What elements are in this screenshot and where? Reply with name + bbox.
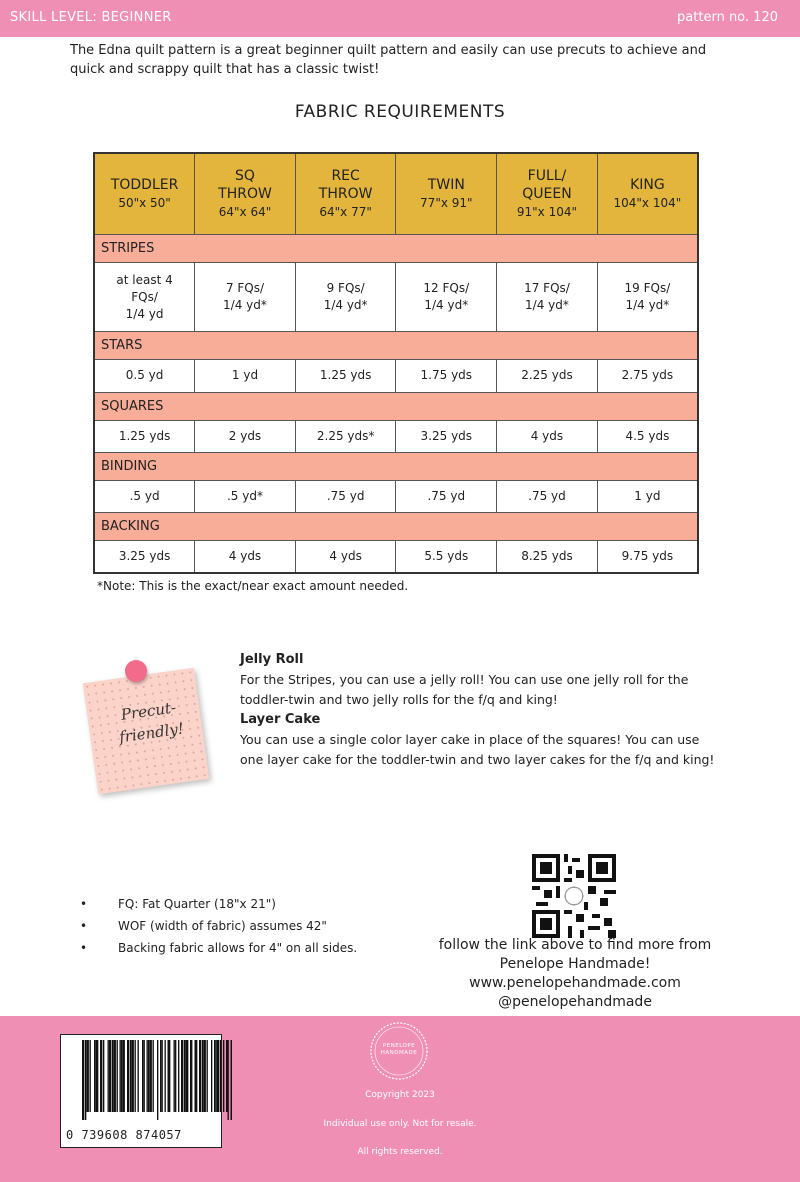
barcode-bar xyxy=(207,1040,208,1112)
cell-line: .75 yd xyxy=(427,488,466,503)
section-row xyxy=(94,512,698,540)
precut-info xyxy=(240,650,720,770)
barcode-bar xyxy=(184,1040,185,1112)
barcode-bar xyxy=(157,1040,158,1120)
cell-line: 1 yd xyxy=(231,368,259,383)
table-cell xyxy=(94,480,195,512)
barcode-icon xyxy=(82,1040,232,1120)
table-cell xyxy=(497,262,598,331)
barcode-bar xyxy=(148,1040,149,1112)
cell-line: .75 yd xyxy=(528,488,566,503)
column-header xyxy=(94,153,195,235)
table-cell xyxy=(295,480,396,512)
cell-line: 19 FQs/ xyxy=(624,281,671,296)
barcode-bar xyxy=(216,1040,217,1112)
barcode-bar xyxy=(181,1040,183,1112)
cell-line: 2.25 yds xyxy=(521,368,573,383)
cell-line: 1.25 yds xyxy=(118,428,171,443)
barcode-bar xyxy=(109,1040,111,1112)
column-name: REC xyxy=(331,168,360,184)
cell-line: 4 yds xyxy=(329,548,362,563)
cell-line: 9.75 yds xyxy=(621,548,674,563)
barcode-bar xyxy=(130,1040,131,1112)
barcode-bar xyxy=(160,1040,161,1112)
table-cell xyxy=(195,420,296,452)
cell-line: 4.5 yds xyxy=(625,428,670,443)
section-label: BINDING xyxy=(94,452,698,480)
section-label: STARS xyxy=(94,332,698,360)
table-cell xyxy=(396,540,497,573)
table-cell xyxy=(597,262,698,331)
rights-note: All rights reserved. xyxy=(357,1147,443,1157)
precut-title-layer-cake: Layer Cake xyxy=(240,712,321,727)
barcode-bar xyxy=(204,1040,206,1112)
website-link[interactable]: www.penelopehandmade.com xyxy=(469,975,681,991)
column-name: QUEEN xyxy=(522,186,572,202)
barcode-bar xyxy=(82,1040,84,1120)
section-row xyxy=(94,392,698,420)
barcode-bar xyxy=(220,1040,221,1112)
barcode-bar xyxy=(127,1040,129,1112)
table-cell xyxy=(94,360,195,392)
barcode-bar xyxy=(87,1040,89,1112)
barcode-bar xyxy=(112,1040,113,1112)
seal-line-2: HANDMADE xyxy=(380,1050,418,1056)
precut-text-layer-cake: You can use a single color layer cake in place of the squares! You can use one layer cake for the toddler-twin and two layer cakes for the f/q and king! xyxy=(240,732,715,767)
cell-line: 3.25 yds xyxy=(118,548,171,563)
section-label: STRIPES xyxy=(94,235,698,263)
table-cell xyxy=(497,540,598,573)
column-dimensions: 91"x 104" xyxy=(516,205,578,219)
barcode-bar xyxy=(162,1040,163,1112)
sticky-line-2: friendly! xyxy=(118,719,185,747)
barcode-bar xyxy=(132,1040,134,1112)
cell-line: FQs/ xyxy=(131,289,158,304)
table-cell xyxy=(597,480,698,512)
list-item: • WOF (width of fabric) assumes 42" xyxy=(80,915,357,937)
table-cell xyxy=(94,420,195,452)
barcode-bar xyxy=(202,1040,203,1112)
cell-line: 7 FQs/ xyxy=(225,281,265,296)
table-header-row xyxy=(94,153,698,235)
table-row xyxy=(94,420,698,452)
barcode-bar xyxy=(120,1040,121,1112)
barcode-bar xyxy=(121,1040,122,1112)
precut-text-jelly-roll: For the Stripes, you can use a jelly roll! You can use one jelly roll for the toddler-twin and two jelly rolls for the f/q and king! xyxy=(240,672,689,707)
column-dimensions: 104"x 104" xyxy=(613,196,682,210)
barcode-bar xyxy=(100,1040,102,1112)
barcode-bar xyxy=(196,1040,197,1112)
column-name: KING xyxy=(630,177,665,193)
barcode-bar xyxy=(144,1040,145,1112)
precut-title-jelly-roll: Jelly Roll xyxy=(240,652,304,667)
barcode-bar xyxy=(228,1040,229,1120)
cell-line: .75 yd xyxy=(326,488,365,503)
table-cell xyxy=(295,540,396,573)
table-cell xyxy=(497,480,598,512)
follow-info xyxy=(420,936,730,1012)
table-cell xyxy=(195,262,296,331)
table-cell xyxy=(295,360,396,392)
social-handle[interactable]: @penelopehandmade xyxy=(498,994,652,1010)
skill-level: SKILL LEVEL: BEGINNER xyxy=(10,10,172,25)
cell-line: 5.5 yds xyxy=(424,548,469,563)
barcode-bar xyxy=(190,1040,192,1112)
barcode-bar xyxy=(211,1040,212,1112)
column-header xyxy=(597,153,698,235)
section-row xyxy=(94,235,698,263)
barcode-bar xyxy=(94,1040,95,1112)
barcode-bar xyxy=(135,1040,136,1112)
qr-code-icon xyxy=(532,854,616,938)
sticky-line-1: Precut- xyxy=(119,698,178,724)
barcode-bar xyxy=(214,1040,215,1112)
section-row xyxy=(94,332,698,360)
cell-line: 1 yd xyxy=(634,488,661,503)
barcode-bar xyxy=(165,1040,166,1112)
barcode-bar xyxy=(175,1040,176,1112)
note: *Note: This is the exact/near exact amount needed. xyxy=(97,579,409,593)
column-name: THROW xyxy=(218,186,272,202)
table-cell xyxy=(195,540,296,573)
barcode-bar xyxy=(138,1040,139,1112)
barcode-bar xyxy=(153,1040,154,1112)
cell-line: 4 yds xyxy=(530,428,564,443)
cell-line: 1/4 yd* xyxy=(625,298,670,313)
column-dimensions: 64"x 77" xyxy=(319,205,372,219)
column-dimensions: 50"x 50" xyxy=(118,196,171,210)
cell-line: 1/4 yd xyxy=(125,306,164,321)
table-cell xyxy=(497,360,598,392)
barcode-bar xyxy=(169,1040,170,1112)
barcode-bar xyxy=(97,1040,98,1112)
column-name: TODDLER xyxy=(110,177,179,193)
barcode-bar xyxy=(223,1040,224,1112)
column-header xyxy=(497,153,598,235)
section-row xyxy=(94,452,698,480)
barcode-bar xyxy=(90,1040,91,1112)
cell-line: 1/4 yd* xyxy=(223,298,267,313)
seal-line-1: PENELOPE xyxy=(382,1043,416,1049)
table-cell xyxy=(94,540,195,573)
table-cell xyxy=(396,360,497,392)
notes-list xyxy=(80,893,357,959)
table-cell xyxy=(195,480,296,512)
cell-line: 4 yds xyxy=(228,548,262,563)
cell-line: 17 FQs/ xyxy=(524,281,570,296)
barcode-bar xyxy=(123,1040,125,1112)
barcode-bar xyxy=(147,1040,148,1112)
cell-line: at least 4 xyxy=(116,272,173,287)
section-title: FABRIC REQUIREMENTS xyxy=(294,102,506,122)
table-cell xyxy=(94,262,195,331)
table-cell xyxy=(597,420,698,452)
column-dimensions: 77"x 91" xyxy=(420,196,473,210)
list-item: • Backing fabric allows for 4" on all sides. xyxy=(80,937,357,959)
barcode-bar xyxy=(231,1040,233,1120)
cell-line: .5 yd xyxy=(129,488,160,503)
cell-line: 2.25 yds* xyxy=(316,428,375,443)
barcode-bar xyxy=(178,1040,179,1112)
table-row xyxy=(94,262,698,331)
barcode-bar xyxy=(187,1040,188,1112)
table-row xyxy=(94,540,698,573)
barcode-bar xyxy=(117,1040,118,1112)
cell-line: 1/4 yd* xyxy=(424,298,469,313)
column-name: TWIN xyxy=(427,177,465,193)
column-name: THROW xyxy=(318,186,373,202)
cell-line: 2.75 yds xyxy=(621,368,674,383)
seal-text xyxy=(368,1043,430,1057)
column-header xyxy=(195,153,296,235)
column-header xyxy=(295,153,396,235)
column-header xyxy=(396,153,497,235)
follow-line-2: Penelope Handmade! xyxy=(499,956,651,972)
cell-line: 3.25 yds xyxy=(420,428,473,443)
column-dimensions: 64"x 64" xyxy=(218,205,272,219)
cell-line: 9 FQs/ xyxy=(326,281,365,296)
section-label: BACKING xyxy=(94,512,698,540)
table-row xyxy=(94,480,698,512)
barcode-bar xyxy=(217,1040,219,1112)
list-item: • FQ: Fat Quarter (18"x 21") xyxy=(80,893,357,915)
table-cell xyxy=(195,360,296,392)
follow-line-1: follow the link above to find more from xyxy=(438,937,712,953)
table-cell xyxy=(497,420,598,452)
column-name: FULL/ xyxy=(527,168,567,184)
column-name: SQ xyxy=(235,168,255,184)
cell-line: .5 yd* xyxy=(226,488,263,503)
fabric-requirements-table xyxy=(93,152,699,574)
cell-line: 12 FQs/ xyxy=(423,281,470,296)
barcode-bar xyxy=(150,1040,152,1112)
usage-note: Individual use only. Not for resale. xyxy=(323,1119,477,1129)
table-cell xyxy=(295,420,396,452)
barcode-bar xyxy=(174,1040,175,1112)
pushpin-icon xyxy=(125,660,147,682)
barcode-bar xyxy=(103,1040,104,1112)
table-cell xyxy=(396,262,497,331)
barcode-bar xyxy=(142,1040,143,1112)
intro-paragraph: The Edna quilt pattern is a great beginner quilt pattern and easily can use precuts to achieve and quick and scrappy quilt that has a classic twist! xyxy=(70,43,707,77)
cell-line: 1/4 yd* xyxy=(323,298,368,313)
cell-line: 0.5 yd xyxy=(125,368,164,383)
table-cell xyxy=(597,540,698,573)
barcode-bar xyxy=(85,1040,86,1120)
pattern-number: pattern no. 120 xyxy=(677,10,778,25)
barcode-bar xyxy=(114,1040,116,1112)
table-cell xyxy=(295,262,396,331)
table-cell xyxy=(597,360,698,392)
barcode-number: 0 739608 874057 xyxy=(66,1128,182,1142)
cell-line: 1.25 yds xyxy=(319,368,372,383)
cell-line: 1.75 yds xyxy=(420,368,473,383)
table-row xyxy=(94,360,698,392)
barcode-bar xyxy=(108,1040,109,1112)
cell-line: 1/4 yd* xyxy=(525,298,569,313)
copyright: Copyright 2023 xyxy=(365,1090,435,1100)
cell-line: 2 yds xyxy=(228,428,262,443)
table-cell xyxy=(396,420,497,452)
top-banner xyxy=(0,0,800,37)
table-cell xyxy=(396,480,497,512)
cell-line: 8.25 yds xyxy=(521,548,573,563)
section-label: SQUARES xyxy=(94,392,698,420)
barcode-bar xyxy=(199,1040,201,1112)
